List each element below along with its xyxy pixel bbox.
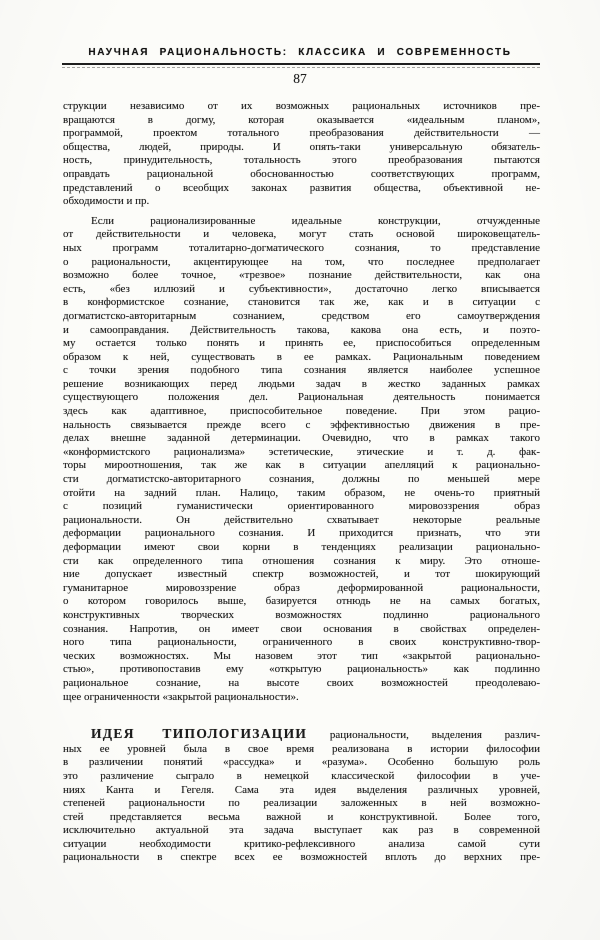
text-line: деформации имеют свои корни в тенденциях реализации рационально-: [63, 541, 540, 553]
text-line: в различении понятий «рассудка» и «разума». Особенно большую роль: [63, 756, 540, 769]
paragraph: [63, 727, 540, 865]
text-line: степеней рациональности по реализации заложенных в ней возможно-: [63, 797, 540, 810]
text-line: гуманитарное мировоззрение образ деформированной рациональности,: [63, 581, 540, 594]
text-line: есть, «без иллюзий и субъективности», достаточно легко вписывается: [63, 282, 540, 295]
section-lead: ИДЕЯ ТИПОЛОГИЗАЦИИ: [91, 726, 308, 742]
text-line: деформации рационального сознания. И приходится признать, что эти: [63, 527, 540, 540]
text-line: о котором говорилось выше, базируется отнюдь не на самых богатых,: [63, 595, 540, 608]
text-line: и самооправдания. Действительность такова, какова она есть, и поэто-: [63, 323, 540, 336]
text-line: это различение сыграло в немецкой классической философии в уче-: [63, 769, 540, 782]
text-line: конструктивных творческих возможностях подлинно рационального: [63, 608, 540, 621]
text-line: общества, людей, природы. И опять-таки универсальную обязатель-: [63, 140, 540, 153]
text-line: сти как определенного типа отношения сознания к миру. Это отноше-: [63, 554, 540, 567]
text-line: обходимости и пр.: [63, 195, 150, 208]
text-line: стью», противопоставив ему «открытую рациональность» как подлинно: [63, 663, 540, 676]
text-line: вращаются в догму, которая оказывается «идеальным планом»,: [63, 113, 540, 126]
text-line: ситуации необходимости критико-рефлексивного анализа самой сути: [63, 837, 540, 850]
text-line: му остается только понять и принять ее, приспособиться определенным: [63, 337, 540, 350]
text-line: делах внешне заданной детерминации. Очевидно, что в рамках такого: [63, 432, 540, 445]
paragraph: [63, 215, 540, 704]
text-line: ного типа рациональности, ограниченного в своих конструктивно-твор-: [63, 636, 540, 649]
text-line: ность, принудительность, тотальность этого преобразования пытаются: [63, 154, 540, 167]
text-line: отойти на задний план. Налицо, таким образом, не очень-то приятный: [63, 486, 540, 499]
text-line: ИДЕЯ ТИПОЛОГИЗАЦИИ рациональности, выделения различ-: [91, 726, 540, 742]
text-line: с точки зрения подобного типа сознания является наиболее успешное: [63, 364, 540, 377]
text-line: догматистско-авторитарным сознанием, средством его самоутверждения: [63, 309, 540, 322]
text-line: нальность связывается прежде всего с эффективностью движения в пре-: [63, 418, 540, 431]
text-line: рациональности в спектре всех ее возможностей вплоть до верхних пре-: [63, 851, 540, 864]
text-line: от действительности и человека, могут стать основой широковещатель-: [63, 228, 540, 241]
text-line: торы мироотношения, так же как в ситуации апелляций к рационально-: [63, 459, 540, 472]
text-line: существующего положения дел. Рациональная деятельность понимается: [63, 391, 540, 404]
text-line: рациональное сознание, на высоте своих возможностей преодолеваю-: [63, 676, 540, 689]
header-rule-shadow: [62, 67, 540, 68]
text-line: здесь как адаптивное, приспособительное поведение. При этом рацио-: [63, 405, 540, 418]
text-line: в конформистское сознание, становится так же, как и в ситуации с: [63, 296, 540, 309]
text-line: щее ограниченности «закрытой рациональности».: [63, 690, 299, 703]
text-line: рациональности. Он действительно схватывает некоторые реальные: [63, 513, 540, 526]
text-line: возможно более точное, «трезвое» познание действительности, как она: [63, 269, 540, 282]
text-line: сознания. Напротив, он имеет свои основания в свойствах определен-: [63, 622, 540, 635]
text-line: ных ее уровней была в свое время реализована в истории философии: [63, 742, 540, 755]
text-line: с позиций гуманистически ориентированного мировоззрения образ: [63, 500, 540, 513]
text-line: исключительно актуальной эта задача выступает как раз в современной: [63, 824, 540, 837]
text-line: ческих возможностях. Мы назовем этот тип «закрытой рационально-: [63, 649, 540, 662]
page-number: 87: [293, 71, 307, 86]
text-line: струкции независимо от их возможных рациональных источников пре-: [63, 100, 540, 112]
text-line: оправдать рациональной обоснованностью соответствующих программ,: [63, 167, 540, 180]
text-line: сти догматистско-авторитарного сознания, должны по меньшей мере: [63, 473, 540, 486]
text-line: программой, проектом тотального преобразования действительности —: [63, 127, 540, 140]
text-line: стей представляется весьма важной и конструктивной. Более того,: [63, 810, 540, 823]
paragraph: [63, 100, 540, 209]
text-line: о рациональности, акцентирующее на том, что последнее предполагает: [63, 255, 540, 268]
text-line: образом к ней, существовать в ее рамках. Рациональным поведением: [63, 350, 540, 363]
text-line: представлений о всеобщих законах развития общества, объективной не-: [63, 181, 540, 194]
text-line: «конформистского рационализма» эстетические, этические и т. д. фак-: [63, 445, 540, 458]
running-head: НАУЧНАЯ РАЦИОНАЛЬНОСТЬ: КЛАССИКА И СОВРЕМЕННОСТЬ: [88, 47, 512, 58]
header-rule: [62, 63, 540, 65]
text-line: Если рационализированные идеальные конструкции, отчужденные: [91, 214, 540, 227]
text-line: решение возникающих перед людьми задач в жестко заданных рамках: [63, 377, 540, 390]
text-line: ние допускает известный спектр возможностей, и тот шокирующий: [63, 568, 540, 581]
body-text: [63, 100, 540, 865]
text-line: ниях Канта и Гегеля. Сама эта идея выделения различных уровней,: [63, 783, 540, 796]
text-line: ных программ тоталитарно-догматического сознания, то представление: [63, 241, 540, 254]
